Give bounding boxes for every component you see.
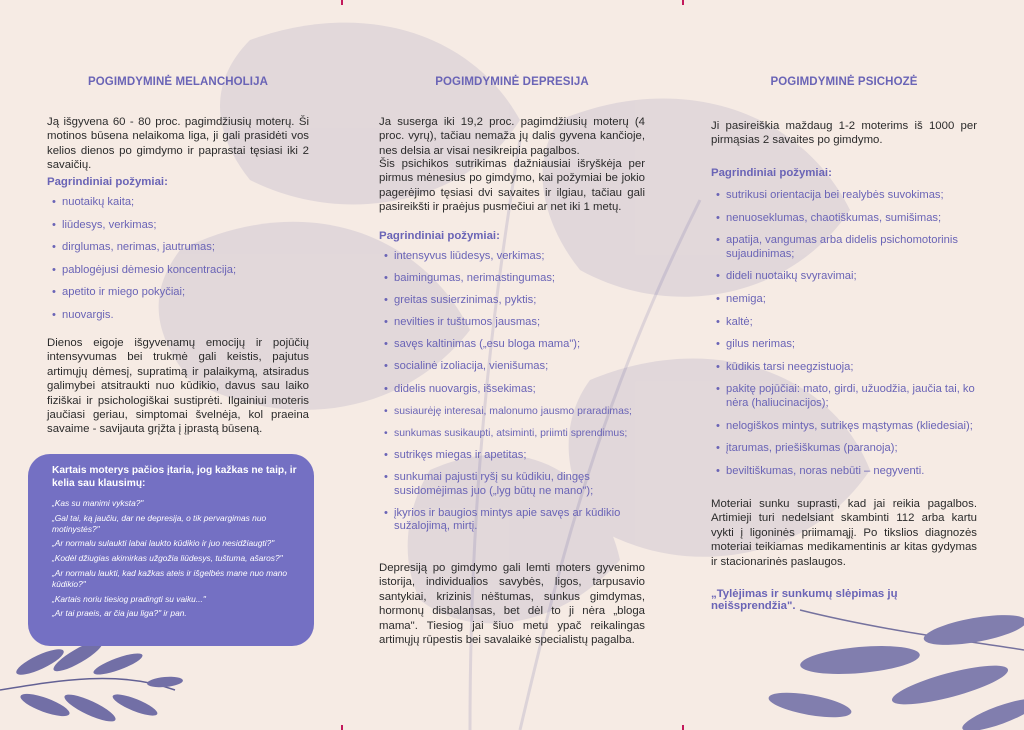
fold-mark: [682, 725, 684, 730]
list-item: • apetito ir miego pokyčiai;: [47, 286, 309, 300]
list-item: • sunkumas susikaupti, atsiminti, priimti sprendimus;: [379, 427, 645, 441]
list-item: • pakitę pojūčiai: mato, girdi, užuodžia, jaučia tai, ko nėra (haliucinacijos);: [711, 383, 977, 410]
subheading: Pagrindiniai požymiai:: [379, 230, 500, 242]
intro-text: Ją išgyvena 60 - 80 proc. pagimdžiusių moterų. Ši motinos būsena nelaikoma liga, ji gali prasidėti vos kelios dienos po gimdymo ir paprastai tęsiasi iki 2 savaičių.: [47, 116, 309, 172]
question-item: „Gal tai, ką jaučiu, dar ne depresija, o tik pervargimas nuo motinystės?": [52, 512, 267, 534]
list-item: • dideli nuotaikų svyravimai;: [711, 270, 977, 284]
list-item: • greitas susierzinimas, pyktis;: [379, 294, 645, 308]
list-item: • dirglumas, nerimas, jautrumas;: [47, 241, 309, 255]
intro-text: Ji pasireiškia maždaug 1-2 moterims iš 1000 per pirmąsias 2 savaites po gimdymo.: [711, 120, 977, 147]
question-item: „Ar tai praeis, ar čia jau liga?" ir pan.: [52, 608, 187, 619]
column-title-depresija: POGIMDYMINĖ DEPRESIJA: [435, 76, 589, 88]
list-item: • kūdikis tarsi neegzistuoja;: [711, 361, 977, 375]
symptom-list: [379, 250, 645, 542]
list-item: • beviltiškumas, noras nebūti – negyventi.: [711, 465, 977, 479]
question-box: [28, 454, 314, 646]
subheading: Pagrindiniai požymiai:: [47, 176, 168, 188]
list-item: • nemiga;: [711, 293, 977, 307]
list-item: • nuovargis.: [47, 309, 309, 323]
list-item: • susiaurėję interesai, malonumo jausmo praradimas;: [379, 405, 645, 419]
question-item: „Kartais noriu tiesiog pradingti su vaiku...": [52, 593, 206, 604]
outro-text: Moteriai sunku suprasti, kad jai reikia pagalbos. Artimieji turi nedelsiant skambinti 112 arba kartu vykti į ligoninės priimamąjį. Po tikslios diagnozės moteriai teikiamas medikamentinis ar kitas gydymas ir stacionarinės paslaugos.: [711, 498, 977, 568]
closing-quote: „Tylėjimas ir sunkumų slėpimas jų neišsprendžia".: [711, 588, 898, 612]
list-item: • gilus nerimas;: [711, 338, 977, 352]
question-box-title: Kartais moterys pačios įtaria, jog kažkas ne taip, ir kelia sau klausimų:: [52, 465, 297, 489]
intro-text: Ja suserga iki 19,2 proc. pagimdžiusių moterų (4 proc. vyrų), tačiau nemaža jų dalis gyvena kančioje, nes delsia ar visai nesikreipia pagalbos.: [379, 116, 645, 157]
intro-text-2: Šis psichikos sutrikimas dažniausiai išryškėja per pirmus mėnesius po gimdymo, kai požymiai be jokio pagerėjimo tęsiasi dvi savaites ir ilgiau, tačiau gali pasireikšti ir praėjus pusmečiui ar net iki 1 metų.: [379, 158, 645, 214]
list-item: • pablogėjusi dėmesio koncentracija;: [47, 264, 309, 278]
question-item: „Ar normalu laukti, kad kažkas ateis ir išgelbės mane nuo mano kūdikio?": [52, 567, 288, 589]
list-item: • sutrikusi orientacija bei realybės suvokimas;: [711, 189, 977, 203]
list-item: • nevilties ir tuštumos jausmas;: [379, 316, 645, 330]
list-item: • didelis nuovargis, išsekimas;: [379, 383, 645, 397]
list-item: • nelogiškos mintys, sutrikęs mąstymas (kliedesiai);: [711, 420, 977, 434]
question-item: „Kas su manimi vyksta?": [52, 498, 144, 508]
subheading: Pagrindiniai požymiai:: [711, 167, 832, 179]
list-item: • įtarumas, priešiškumas (paranoja);: [711, 442, 977, 456]
column-title-melancholija: POGIMDYMINĖ MELANCHOLIJA: [87, 76, 268, 88]
list-item: • socialinė izoliacija, vienišumas;: [379, 360, 645, 374]
fold-mark: [341, 0, 343, 5]
outro-text: Depresiją po gimdymo gali lemti moters gyvenimo istorija, individualios savybės, ligos, tarpusavio santykiai, krizinis nėštumas, sunkus gimdymas, hormonų disbalansas, bet dėl to ji nėra „bloga mama". Tiesiog jai šiuo metu ypač reikalingas artimųjų rūpestis bei savalaikė specialistų pagalba.: [379, 562, 645, 647]
fold-mark: [341, 725, 343, 730]
list-item: • apatija, vangumas arba didelis psichomotorinis sujaudinimas;: [711, 234, 977, 261]
question-item: „Kodėl džiugias akimirkas užgožia liūdesys, tuštuma, ašaros?": [52, 553, 283, 564]
list-item: • intensyvus liūdesys, verkimas;: [379, 250, 645, 264]
outro-text: Dienos eigoje išgyvenamų emocijų ir pojūčių intensyvumas bei trukmė gali keistis, pajutus artimųjų dėmesį, supratimą ir palaikymą, atsiradus galimybei atsitraukti nuo kūdikio, davus sau laiko fiziškai ir psichologiškai sustiprėti. Ilgainiui moteris jaučiasi geriau, simptomai švelnėja, kol praeina savaime - savijauta grįžta į įprastą būseną.: [47, 337, 309, 436]
question-item: „Ar normalu sulaukti labai laukto kūdikio ir juo nesidžiaugti?": [52, 538, 275, 549]
list-item: • nuotaikų kaita;: [47, 196, 309, 210]
fold-mark: [682, 0, 684, 5]
symptom-list: [711, 189, 977, 487]
list-item: • įkyrios ir baugios mintys apie savęs ar kūdikio sužalojimą, mirtį.: [379, 507, 645, 534]
list-item: • sutrikęs miegas ir apetitas;: [379, 449, 645, 463]
list-item: • savęs kaltinimas („esu bloga mama");: [379, 338, 645, 352]
symptom-list: [47, 196, 309, 332]
column-title-psichoze: POGIMDYMINĖ PSICHOZĖ: [770, 76, 918, 88]
list-item: • nenuoseklumas, chaotiškumas, sumišimas;: [711, 212, 977, 226]
list-item: • kaltė;: [711, 316, 977, 330]
list-item: • liūdesys, verkimas;: [47, 219, 309, 233]
list-item: • baimingumas, nerimastingumas;: [379, 272, 645, 286]
list-item: • sunkumai pajusti ryšį su kūdikiu, dingęs susidomėjimas juo („lyg būtų ne mano");: [379, 471, 645, 498]
